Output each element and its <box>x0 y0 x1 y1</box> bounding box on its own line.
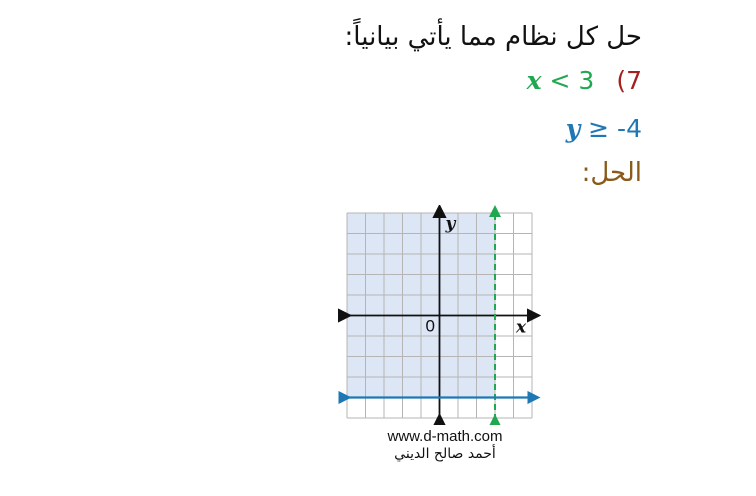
inequality-y <box>566 114 642 143</box>
x-axis-label: x <box>516 317 527 338</box>
inequality-x-variable: x <box>526 66 542 95</box>
footer-author: أحمد صالح الديني <box>394 446 496 462</box>
inequality-y-relation: ≥ -4 <box>580 114 642 143</box>
footer-url: www.d-math.com <box>387 428 503 445</box>
problem-number: (7 <box>616 66 642 95</box>
coordinate-graph <box>330 205 560 425</box>
problem-row <box>527 66 642 95</box>
origin-label: 0 <box>425 316 435 336</box>
solution-label: الحل: <box>581 158 642 188</box>
inequality-x-relation: < 3 <box>541 66 595 95</box>
page-title: حل كل نظام مما يأتي بيانياً: <box>344 22 642 52</box>
inequality-x <box>527 66 595 95</box>
y-axis-label: y <box>445 214 456 234</box>
inequality-y-variable: y <box>565 114 581 143</box>
